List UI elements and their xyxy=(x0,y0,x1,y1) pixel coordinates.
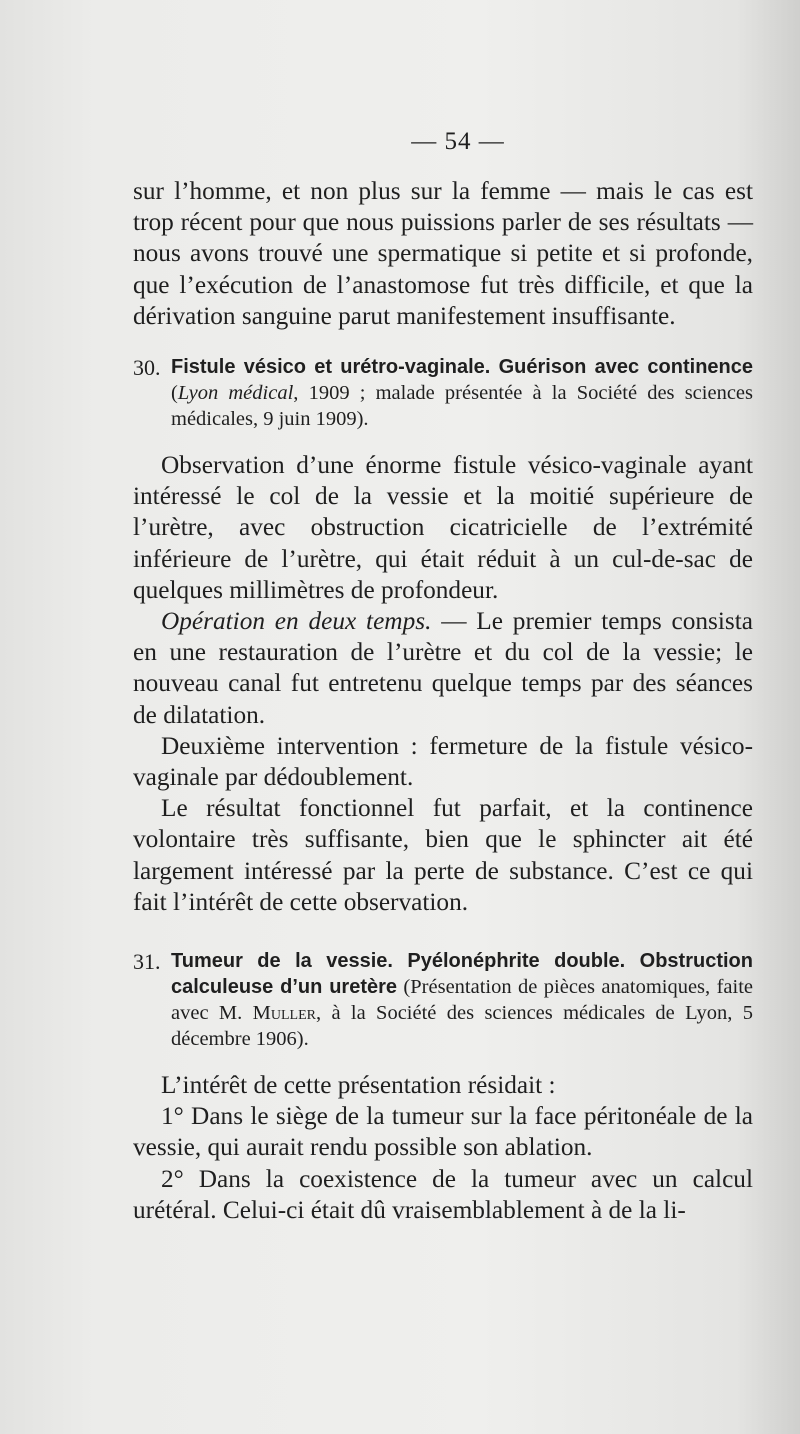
entry-30-operation-text: — Le premier temps consista en une restauration de l’urètre et du col de la vessie; le nouveau canal fut entretenu quelque temps par des séances de dilatation. xyxy=(133,607,753,729)
continuation-paragraph: sur l’homme, et non plus sur la femme — mais le cas est trop récent pour que nous puissions parler de ses résultats — nous avons trouvé une spermatique si petite et si profonde, que l’exécution de l’anastomose fut très difficile, et que la dérivation sanguine parut manifestement insuffisante. xyxy=(133,177,753,330)
entry-30-ref-rest: , 1909 ; malade présentée à la Société des sciences médicales, 9 juin 1909). xyxy=(171,382,753,431)
entry-31-paragraph-1: L’intérêt de cette présentation résidait : xyxy=(161,1071,556,1100)
entry-30-paragraph-1: Observation d’une énorme fistule vésico-vaginale ayant intéressé le col de la vessie et la moitié supérieure de l’urètre, avec obstruction cicatricielle de l’extrémité inférieure de l’urètre, qui était réduit à un cul-de-sac de quelques millimètres de profondeur. xyxy=(133,451,753,604)
entry-31-paragraph-2: 1° Dans le siège de la tumeur sur la face péritonéale de la vessie, qui aurait rendu possible son ablation. xyxy=(133,1102,753,1162)
entry-31 xyxy=(133,948,753,1052)
entry-30 xyxy=(133,354,753,432)
entry-30-head xyxy=(133,354,753,432)
entry-31-head xyxy=(133,948,753,1052)
entry-30-operation-label: Opération en deux temps. xyxy=(161,607,432,636)
entry-30-journal: Lyon médical xyxy=(177,382,294,405)
entry-31-ref-b: , à la Société des sciences médicales de Lyon, 5 décembre 1906). xyxy=(171,1002,753,1051)
entry-31-ref-a: (Présentation de pièces anatomiques, faite avec M. xyxy=(171,976,753,1025)
entry-31-number: 31. xyxy=(133,949,161,975)
page-number: — 54 — xyxy=(411,128,505,155)
entry-30-number: 30. xyxy=(133,355,161,381)
entry-30-paragraph-2 xyxy=(133,606,753,731)
entry-31-paragraph-3: 2° Dans la coexistence de la tumeur avec un calcul urétéral. Celui-ci était dû vraisemblablement à de la li- xyxy=(133,1164,753,1224)
page-content xyxy=(133,128,753,1226)
entry-30-body xyxy=(171,354,753,432)
entry-30-ref-open: ( xyxy=(171,382,178,405)
entry-30-title: Fistule vésico et urétro-vaginale. Guérison avec continence xyxy=(171,356,753,379)
entry-31-author: Muller xyxy=(252,1002,316,1025)
entry-31-title: Tumeur de la vessie. Pyélonéphrite double. Obstruction calculeuse d’un uretère xyxy=(171,950,753,999)
entry-30-paragraph-3: Deuxième intervention : fermeture de la fistule vésico-vaginale par dédoublement. xyxy=(133,731,753,792)
entry-30-paragraph-4: Le résultat fonctionnel fut parfait, et la continence volontaire très suffisante, bien que le sphincter ait été largement intéressé par la perte de substance. C’est ce qui fait l’intérêt de cette observation. xyxy=(133,794,753,916)
entry-31-body xyxy=(171,948,753,1052)
